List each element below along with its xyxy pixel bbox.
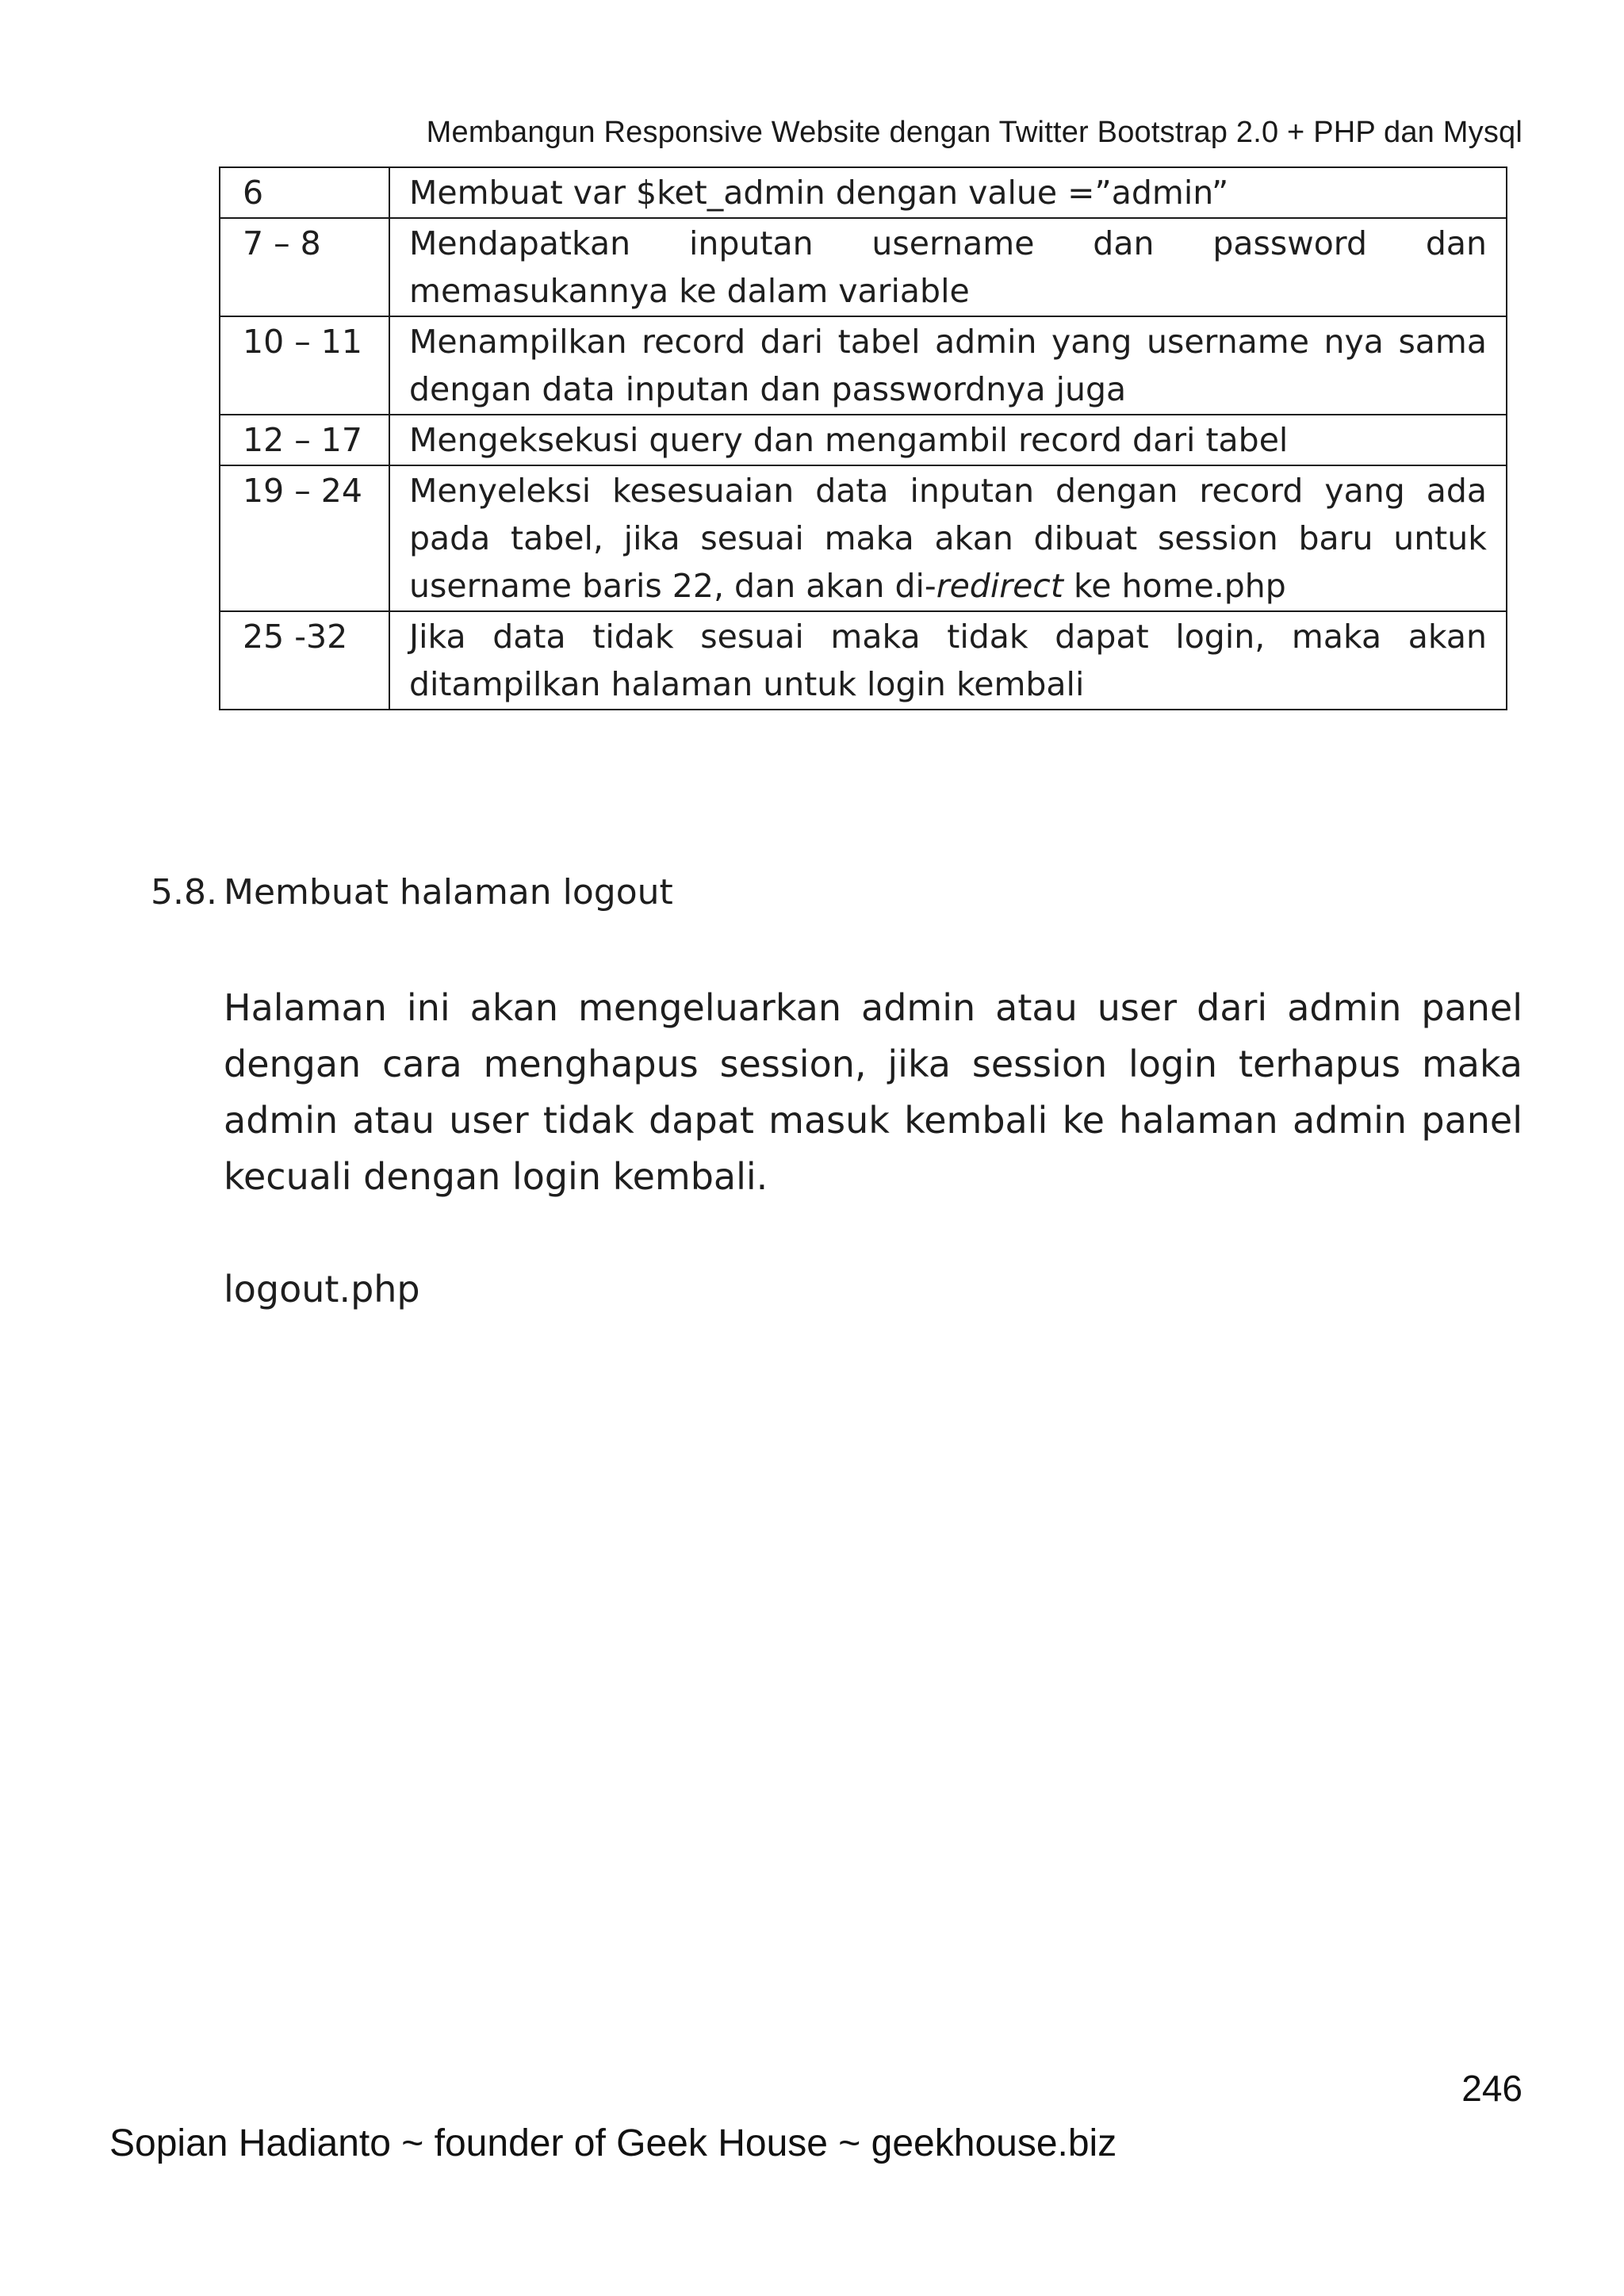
table-row: [220, 465, 1507, 611]
line-range-cell: 6: [220, 167, 389, 218]
page-footer: Sopian Hadianto ~ founder of Geek House ~ geekhouse.biz: [109, 2122, 1117, 2164]
line-explanation-table: [219, 166, 1507, 710]
table-row: [220, 218, 1507, 316]
line-range-cell: 25 -32: [220, 611, 389, 710]
description-cell: Membuat var $ket_admin dengan value =”admin”: [389, 167, 1507, 218]
line-range-cell: 12 – 17: [220, 415, 389, 465]
description-cell: Menampilkan record dari tabel admin yang username nya sama dengan data inputan dan passwordnya juga: [389, 316, 1507, 415]
running-header: Membangun Responsive Website dengan Twitter Bootstrap 2.0 + PHP dan Mysql: [426, 116, 1522, 149]
table-row: [220, 316, 1507, 415]
code-filename: logout.php: [224, 1268, 420, 1311]
section-title: Membuat halaman logout: [224, 872, 673, 913]
table-row: [220, 415, 1507, 465]
description-cell: Mendapatkan inputan username dan password dan memasukannya ke dalam variable: [389, 218, 1507, 316]
line-range-cell: 19 – 24: [220, 465, 389, 611]
description-text: Menyeleksi kesesuaian data inputan dengan record yang ada pada tabel, jika sesuai maka akan dibuat session baru untuk username baris 22, dan akan di-: [409, 472, 1487, 605]
description-cell: Mengeksekusi query dan mengambil record dari tabel: [389, 415, 1507, 465]
table-row: [220, 611, 1507, 710]
description-emphasis: redirect: [936, 567, 1063, 605]
description-text: ke home.php: [1063, 567, 1286, 605]
body-paragraph: Halaman ini akan mengeluarkan admin atau user dari admin panel dengan cara menghapus session, jika session login terhapus maka admin atau user tidak dapat masuk kembali ke halaman admin panel kecuali dengan login kembali.: [224, 986, 1522, 1198]
section-number: 5.8.: [151, 872, 217, 913]
description-cell: Jika data tidak sesuai maka tidak dapat login, maka akan ditampilkan halaman untuk login kembali: [389, 611, 1507, 710]
description-cell: [389, 465, 1507, 611]
table-row: [220, 167, 1507, 218]
line-range-cell: 7 – 8: [220, 218, 389, 316]
line-range-cell: 10 – 11: [220, 316, 389, 415]
page-number: 246: [1461, 2068, 1522, 2109]
section-heading: [151, 869, 673, 916]
